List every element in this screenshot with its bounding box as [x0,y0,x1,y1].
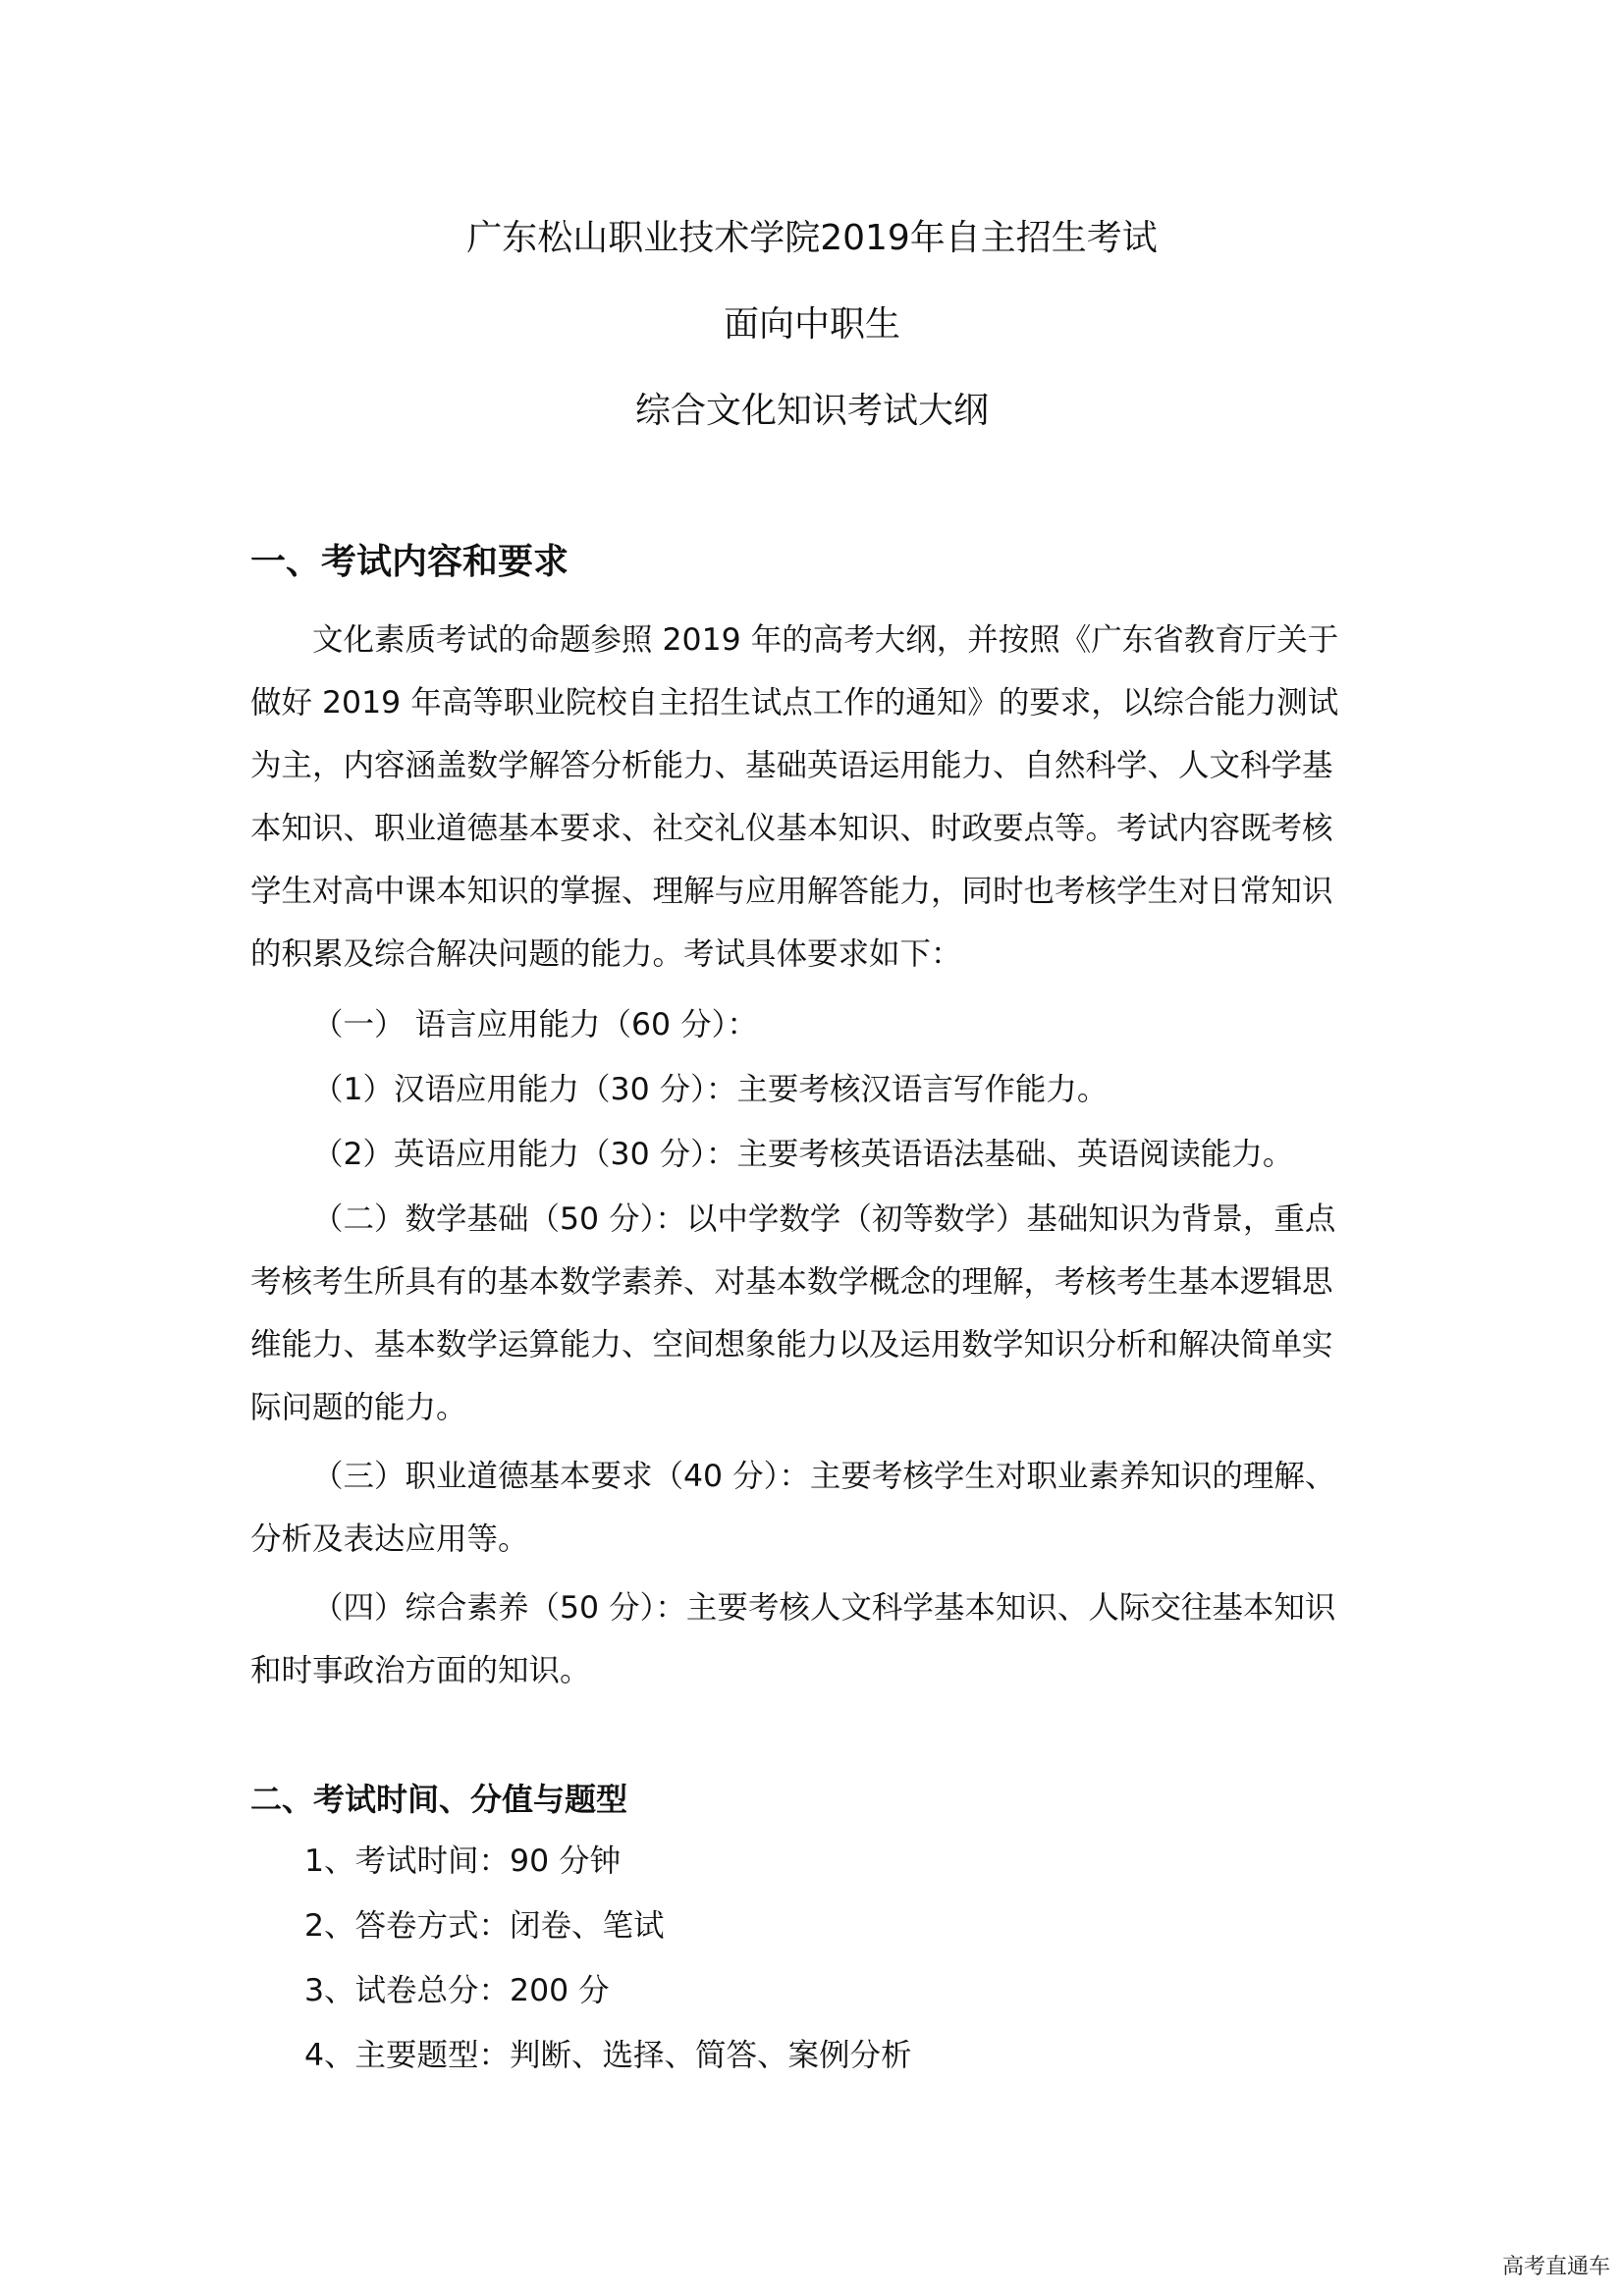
item-language-ability: （一） 语言应用能力（60 分）： [312,1007,758,1042]
document-subtitle: 面向中职生 [723,304,900,345]
item-literacy-line: （四）综合素养（50 分）：主要考核人文科学基本知识、人际交往基本知识 [312,1590,1336,1626]
section-1-intro-line: 的积累及综合解决问题的能力。考试具体要求如下： [250,936,962,972]
item-ethics-line: 分析及表达应用等。 [250,1522,529,1557]
section-1-intro-line: 学生对高中课本知识的掌握、理解与应用解答能力，同时也考核学生对日常知识 [250,874,1333,909]
exam-item: 4、主要题型：判断、选择、简答、案例分析 [304,2038,912,2073]
section-1-intro-line: 做好 2019 年高等职业院校自主招生试点工作的通知》的要求，以综合能力测试 [250,685,1339,721]
exam-item: 3、试卷总分：200 分 [304,1973,610,2008]
item-english-ability: （2）英语应用能力（30 分）：主要考核英语语法基础、英语阅读能力。 [312,1137,1294,1172]
section-1-intro-line: 文化素质考试的命题参照 2019 年的高考大纲，并按照《广东省教育厅关于 [312,622,1339,658]
section-2-heading: 二、考试时间、分值与题型 [250,1781,628,1818]
item-math-line: 维能力、基本数学运算能力、空间想象能力以及运用数学知识分析和解决简单实 [250,1327,1333,1362]
item-literacy-line: 和时事政治方面的知识。 [250,1653,591,1688]
document-title: 广东松山职业技术学院2019年自主招生考试 [466,218,1158,258]
document-subtitle-2: 综合文化知识考试大纲 [634,391,989,431]
item-chinese-ability: （1）汉语应用能力（30 分）：主要考核汉语言写作能力。 [312,1072,1109,1107]
item-math-line: 际问题的能力。 [250,1390,467,1425]
item-math-line: （二）数学基础（50 分）：以中学数学（初等数学）基础知识为背景，重点 [312,1201,1336,1237]
watermark-text: 高考直通车 [1501,2255,1610,2279]
section-1-intro-line: 本知识、职业道德基本要求、社交礼仪基本知识、时政要点等。考试内容既考核 [250,811,1333,846]
exam-item: 2、答卷方式：闭卷、笔试 [304,1908,665,1944]
section-1-heading: 一、考试内容和要求 [250,542,569,582]
section-1-intro-line: 为主，内容涵盖数学解答分析能力、基础英语运用能力、自然科学、人文科学基 [250,748,1333,783]
item-math-line: 考核考生所具有的基本数学素养、对基本数学概念的理解，考核考生基本逻辑思 [250,1264,1333,1300]
exam-item: 1、考试时间：90 分钟 [304,1843,622,1879]
item-ethics-line: （三）职业道德基本要求（40 分）：主要考核学生对职业素养知识的理解、 [312,1459,1336,1494]
